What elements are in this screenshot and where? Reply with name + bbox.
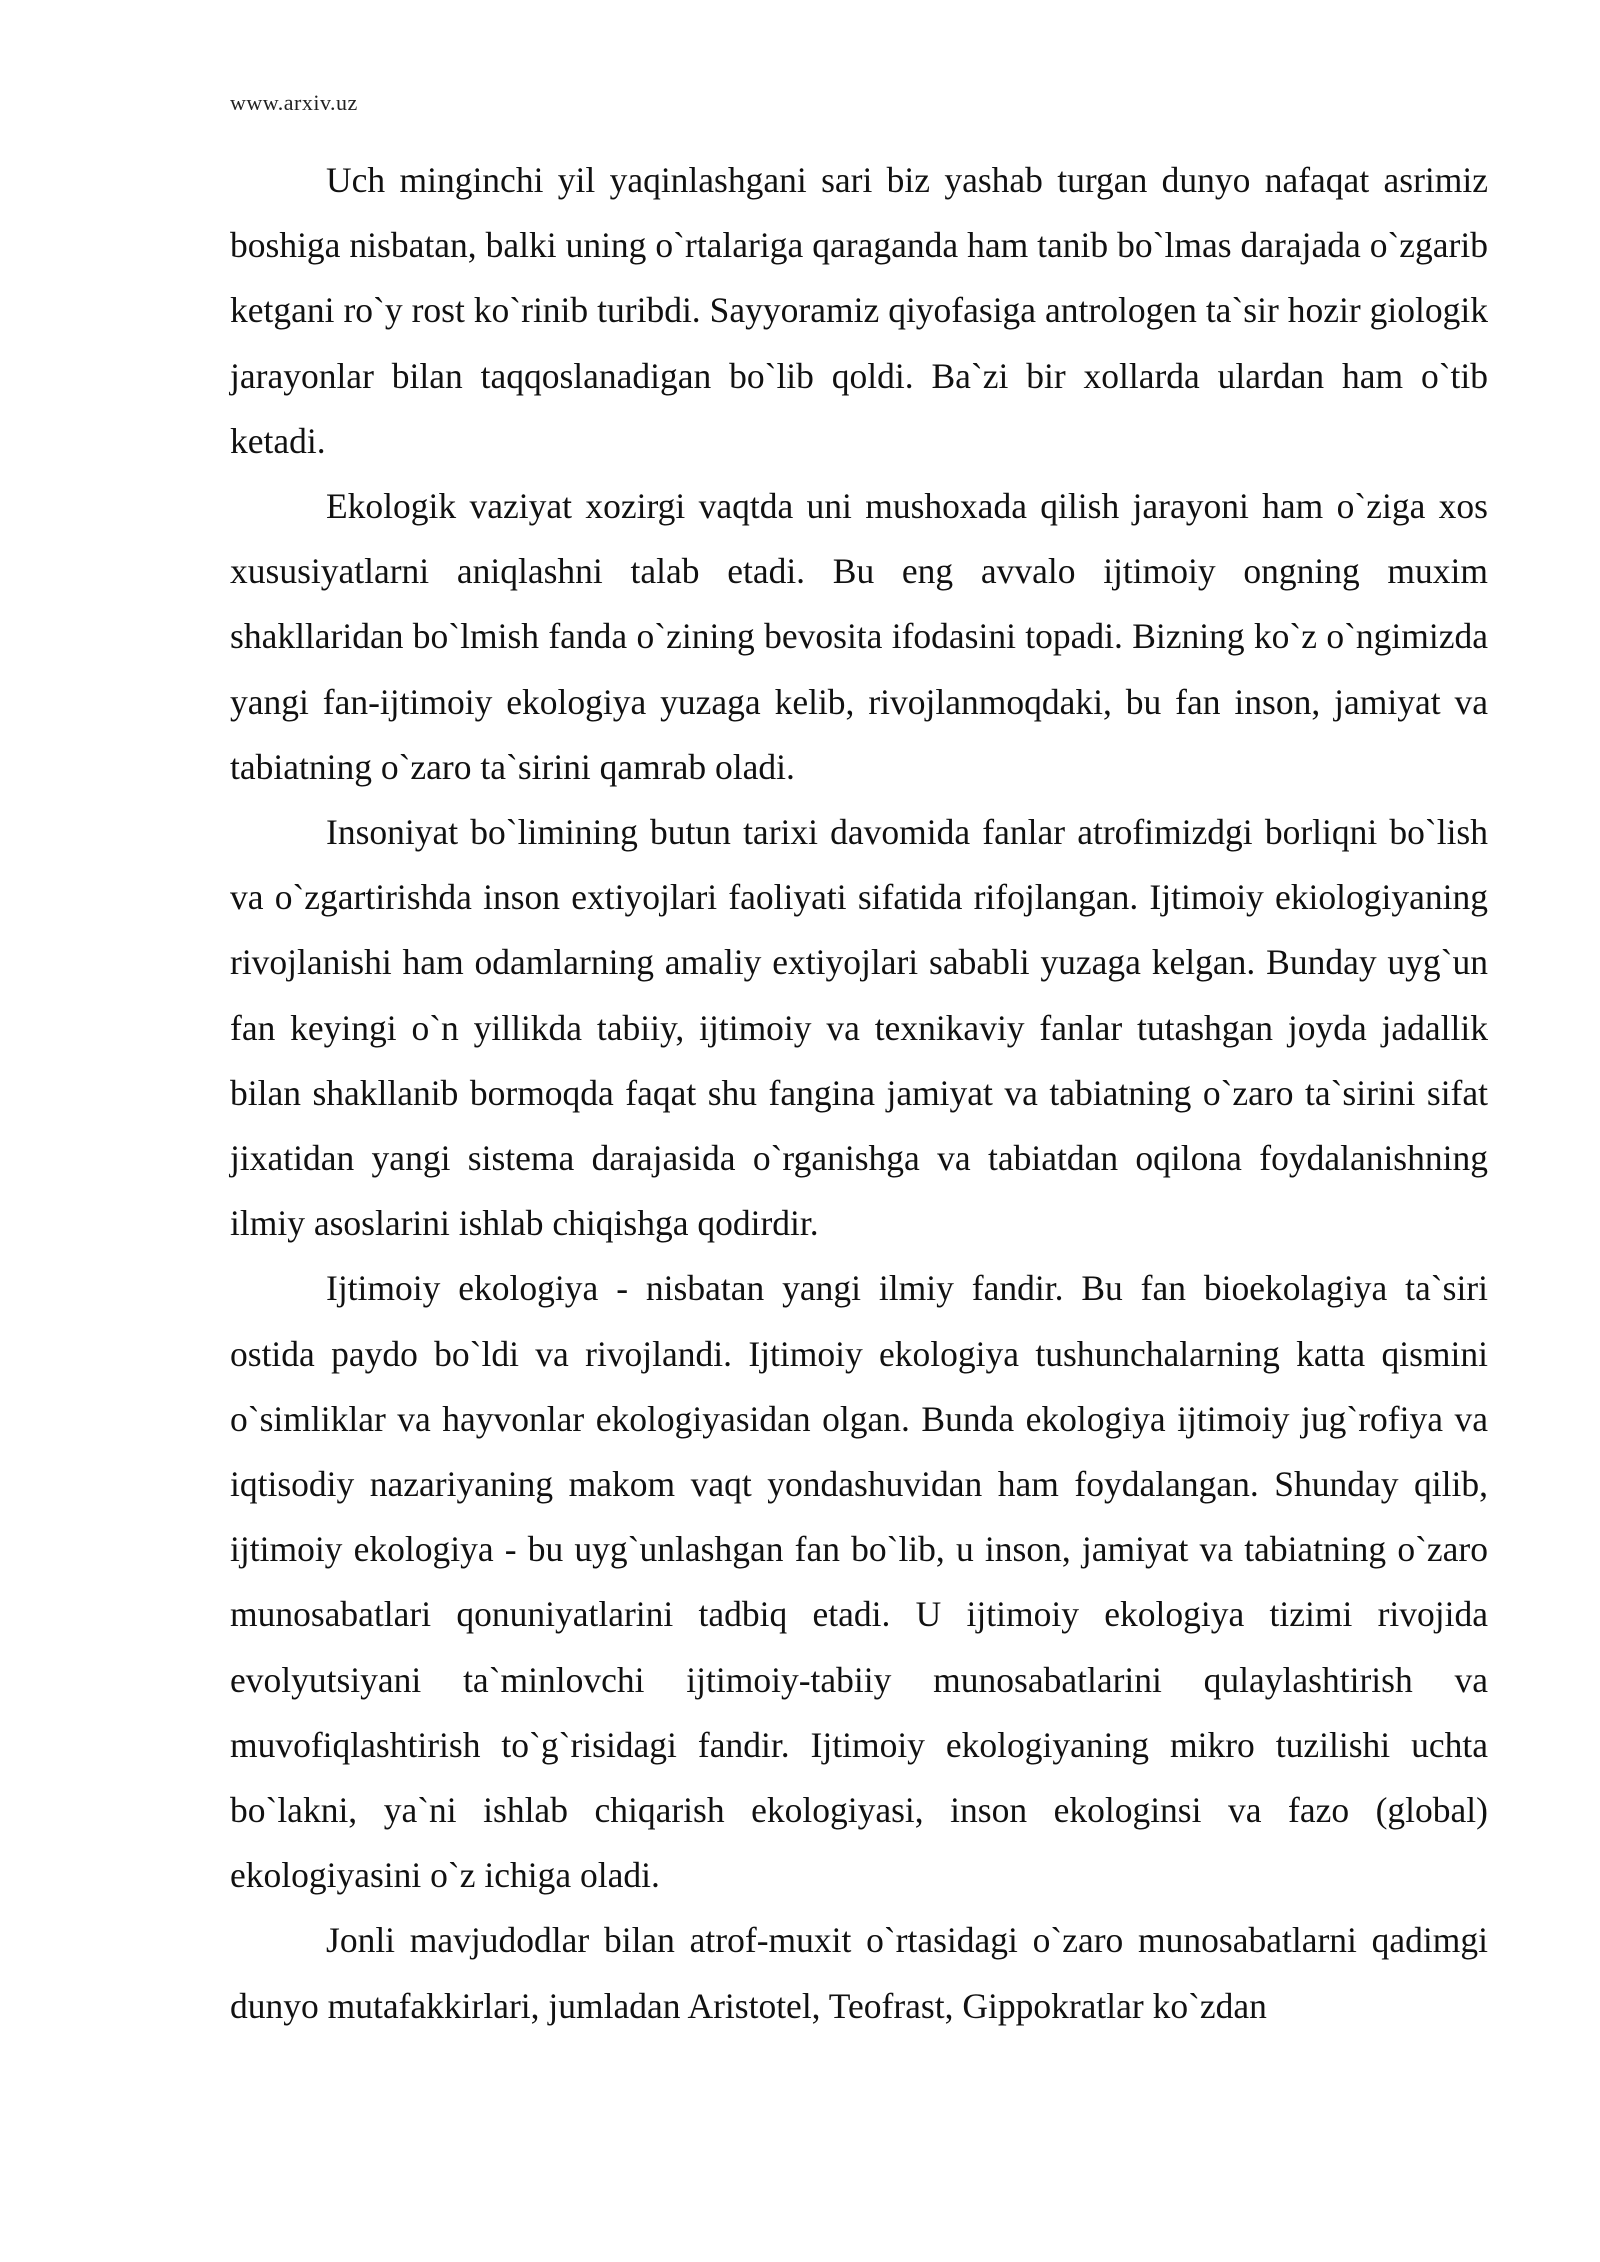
paragraph: Ijtimoiy ekologiya - nisbatan yangi ilmiy fandir. Bu fan bioekolagiya ta`siri ostida paydo bo`ldi va rivojlandi. Ijtimoiy ekologiya tushunchalarning katta qismini o`simliklar va hayvonlar ekologiyasidan olgan. Bunda ekologiya ijtimoiy jug`rofiya va iqtisodiy nazariyaning makom vaqt yondashuvidan ham foydalangan. Shunday qilib, ijtimoiy ekologiya - bu uyg`unlashgan fan bo`lib, u inson, jamiyat va tabiatning o`zaro munosabatlari qonuniyatlarini tadbiq etadi. U ijtimoiy ekologiya tizimi rivojida evolyutsiyani ta`minlovchi ijtimoiy-tabiiy munosabatlarini qulaylashtirish va muvofiqlashtirish to`g`risidagi fandir. Ijtimoiy ekologiyaning mikro tuzilishi uchta bo`lakni, ya`ni ishlab chiqarish ekologiyasi, inson ekologinsi va fazo (global) ekologiyasini o`z ichiga oladi. (230, 1268, 1488, 1896)
site-url: www.arxiv.uz (230, 90, 358, 115)
paragraph: Ekologik vaziyat xozirgi vaqtda uni mushoxada qilish jarayoni ham o`ziga xos xususiyatlarni aniqlashni talab etadi. Bu eng avvalo ijtimoiy ongning muxim shakllaridan bo`lmish fanda o`zining bevosita ifodasini topadi. Bizning ko`z o`ngimizda yangi fan-ijtimoiy ekologiya yuzaga kelib, rivojlanmoqdaki, bu fan inson, jamiyat va tabiatning o`zaro ta`sirini qamrab oladi. (230, 486, 1488, 787)
document-body (230, 148, 1488, 2039)
paragraph: Jonli mavjudodlar bilan atrof-muxit o`rtasidagi o`zaro munosabatlarni qadimgi dunyo mutafakkirlari, jumladan Aristotel, Teofrast, Gippokratlar ko`zdan (230, 1920, 1488, 2026)
paragraph: Uch minginchi yil yaqinlashgani sari biz yashab turgan dunyo nafaqat asrimiz boshiga nisbatan, balki uning o`rtalariga qaraganda ham tanib bo`lmas darajada o`zgarib ketgani ro`y rost ko`rinib turibdi. Sayyoramiz qiyofasiga antrologen ta`sir hozir giologik jarayonlar bilan taqqoslanadigan bo`lib qoldi. Ba`zi bir xollarda ulardan ham o`tib ketadi. (230, 160, 1488, 461)
paragraph: Insoniyat bo`limining butun tarixi davomida fanlar atrofimizdgi borliqni bo`lish va o`zgartirishda inson extiyojlari faoliyati sifatida rifojlangan. Ijtimoiy ekiologiyaning rivojlanishi ham odamlarning amaliy extiyojlari sababli yuzaga kelgan. Bunday uyg`un fan keyingi o`n yillikda tabiiy, ijtimoiy va texnikaviy fanlar tutashgan joyda jadallik bilan shakllanib bormoqda faqat shu fangina jamiyat va tabiatning o`zaro ta`sirini sifat jixatidan yangi sistema darajasida o`rganishga va tabiatdan oqilona foydalanishning ilmiy asoslarini ishlab chiqishga qodirdir. (230, 812, 1488, 1244)
